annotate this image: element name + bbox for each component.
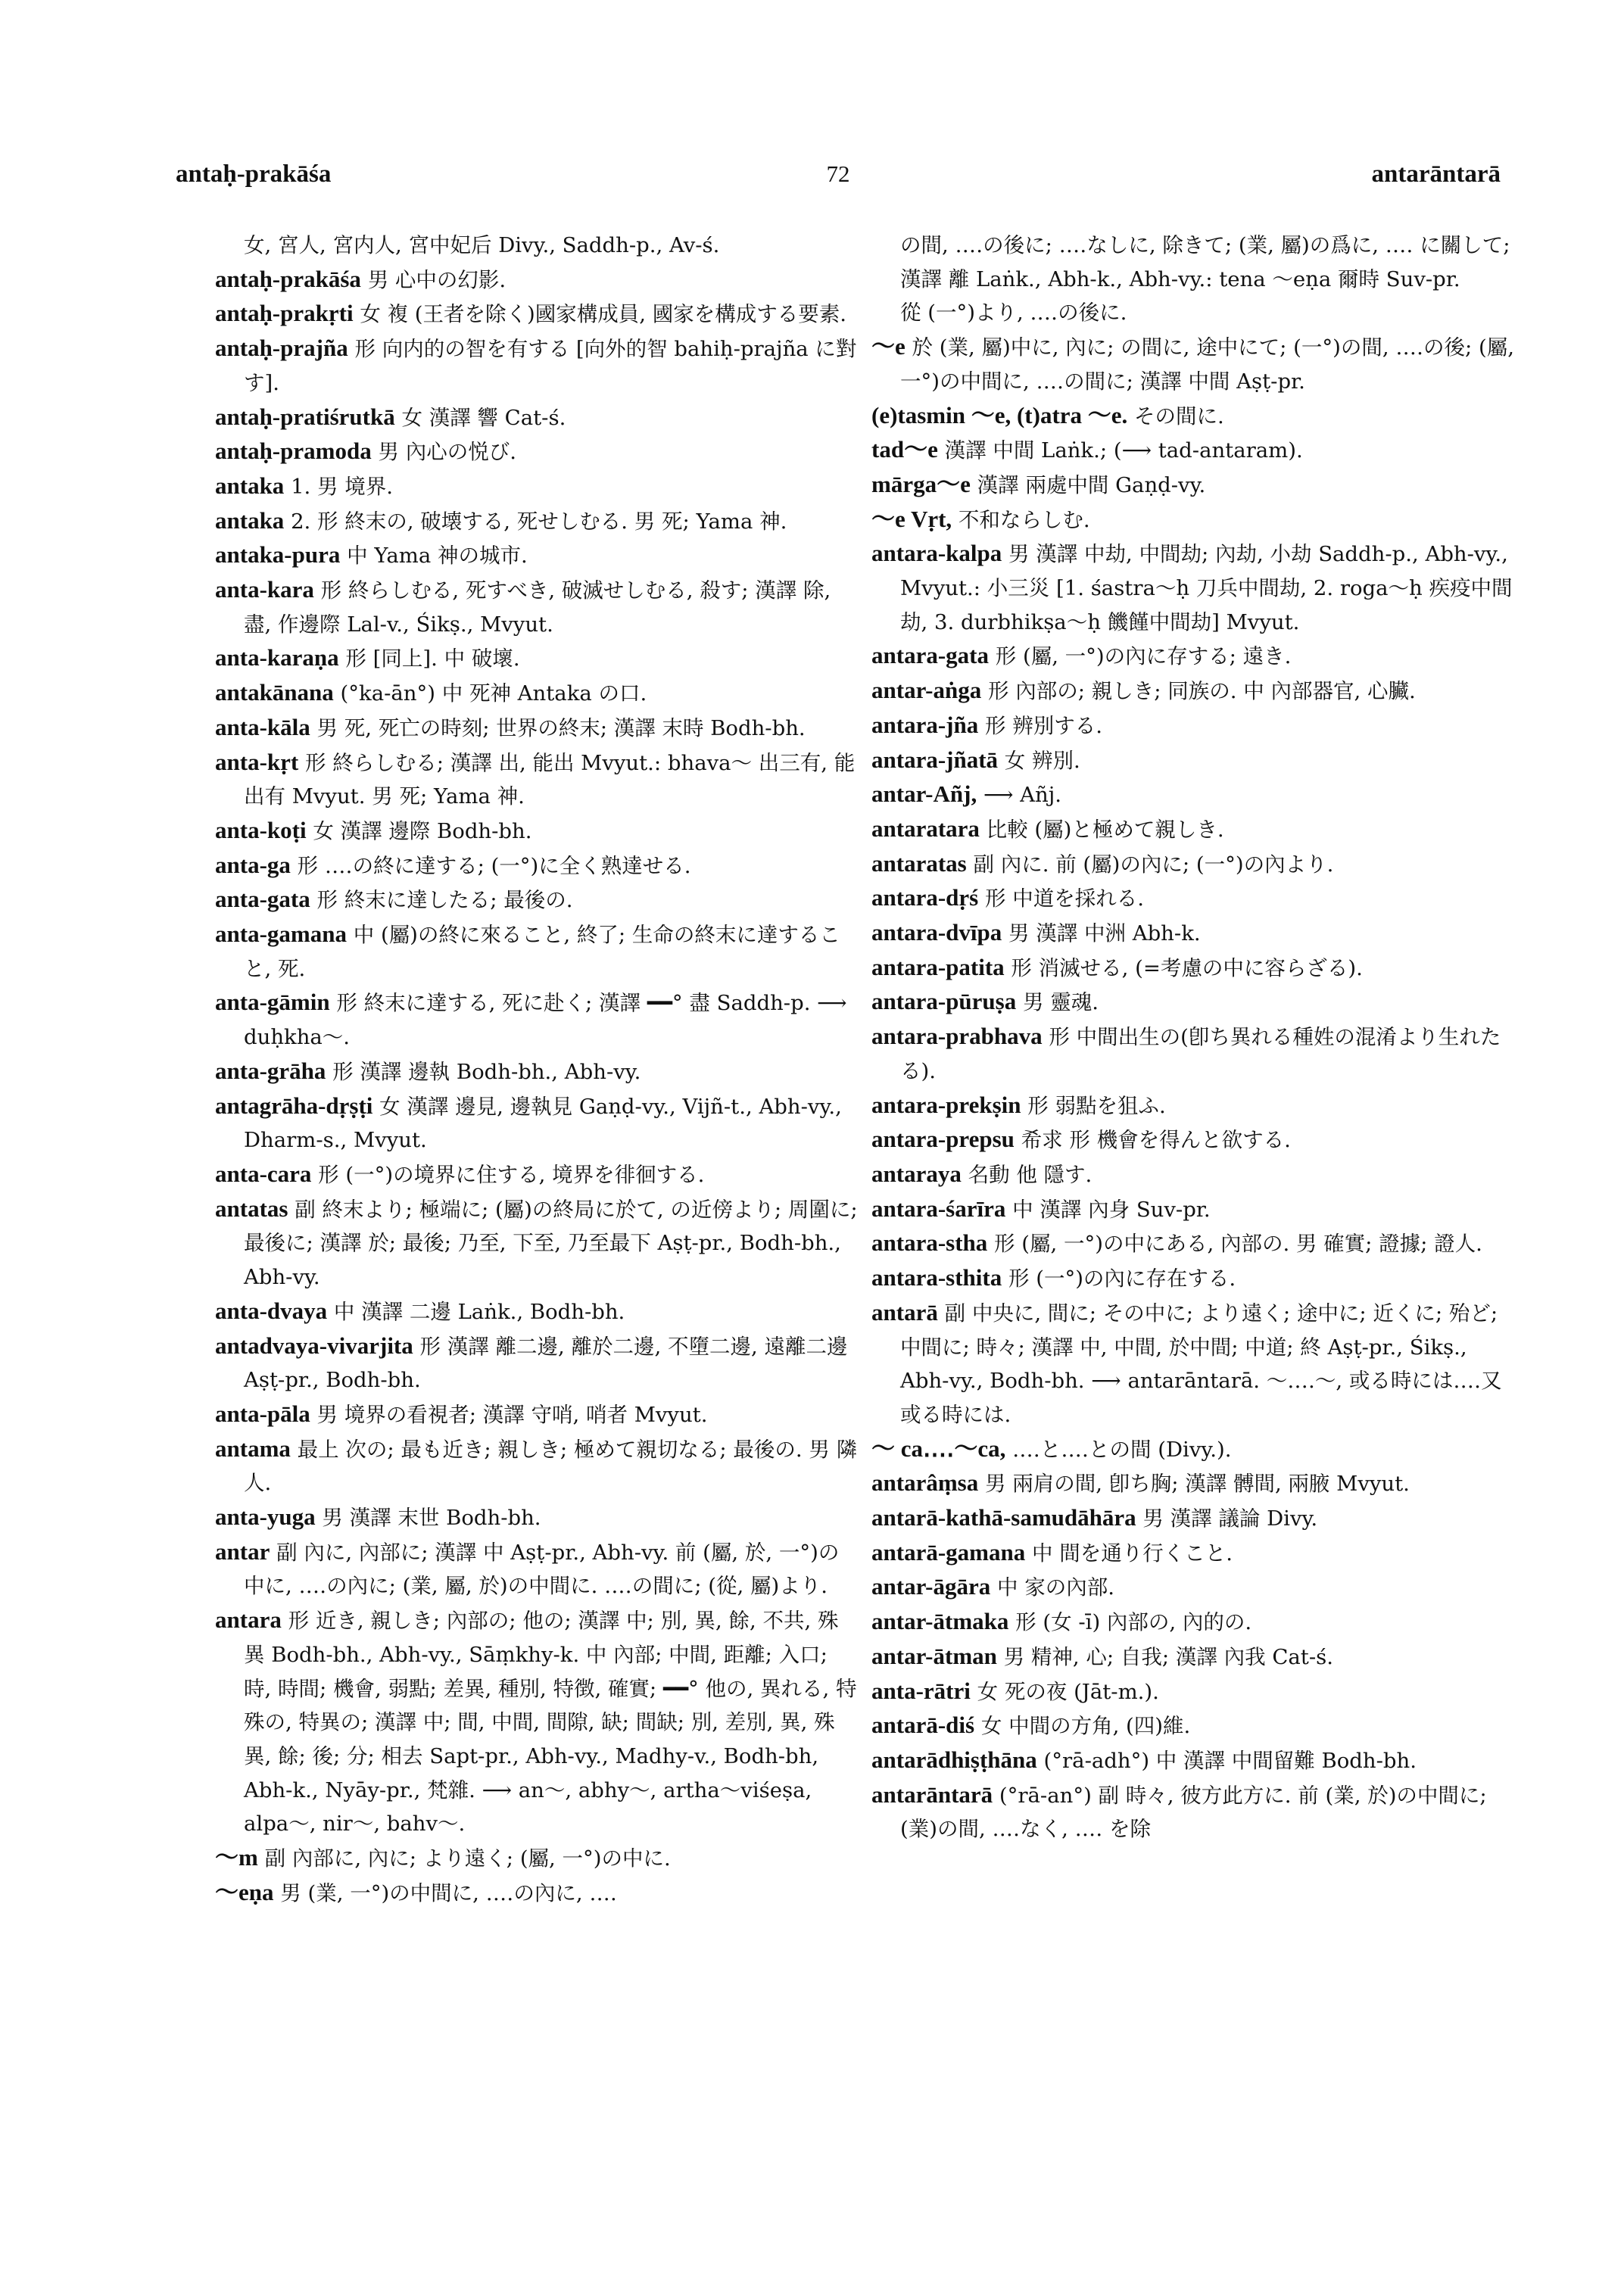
- entry-headword: anta-karaṇa: [215, 644, 339, 671]
- entry-definition: 形 (屬, 一°)の內に存する; 遠き.: [995, 644, 1292, 669]
- dictionary-entry: [215, 918, 859, 986]
- dictionary-entry: [871, 296, 1515, 330]
- dictionary-entry: [871, 1261, 1515, 1296]
- entry-headword: antar: [215, 1537, 270, 1565]
- entry-headword: 〜e Vṛt,: [871, 505, 952, 532]
- dictionary-entry: [215, 814, 859, 849]
- dictionary-entry: [215, 400, 859, 435]
- dictionary-entry: [871, 1709, 1515, 1743]
- dictionary-entry: [871, 1020, 1515, 1088]
- dictionary-entry: [871, 951, 1515, 986]
- entry-definition: 形 (屬, 一°)の中にある, 內部の. 男 確實; 證據; 證人.: [994, 1232, 1482, 1257]
- dictionary-entry: [215, 332, 859, 400]
- dictionary-entry: [215, 1603, 859, 1841]
- entry-definition: 形 中道を採れる.: [984, 886, 1144, 911]
- dictionary-entry: [871, 1226, 1515, 1261]
- entry-definition: 女 漢譯 響 Cat-ś.: [401, 405, 566, 430]
- dictionary-entry: [215, 1294, 859, 1329]
- entry-headword: antar-ātman: [871, 1642, 997, 1669]
- entry-definition: 名動 他 隱す.: [968, 1162, 1093, 1187]
- entry-definition: 女 漢譯 邊見, 邊執見 Gaṇḍ-vy., Vijñ-t., Abh-vy., Dharm-s., Mvyut.: [244, 1094, 842, 1153]
- entry-headword: antarā-gamana: [871, 1538, 1026, 1566]
- entry-headword: anta-cara: [215, 1160, 312, 1187]
- entry-headword: antaka-pura: [215, 541, 341, 569]
- entry-definition: 形 漢譯 邊執 Bodh-bh., Abh-vy.: [332, 1059, 641, 1084]
- entry-headword: antaratara: [871, 815, 980, 842]
- entry-definition: 男 死, 死亡の時刻; 世界の終末; 漢譯 末時 Bodh-bh.: [316, 715, 806, 740]
- dictionary-entry: [871, 777, 1515, 812]
- entry-headword: antara-pūruṣa: [871, 988, 1017, 1015]
- dictionary-entry: [215, 1841, 859, 1876]
- dictionary-entry: [871, 1501, 1515, 1536]
- entry-headword: anta-gamana: [215, 921, 347, 948]
- entry-definition: 男 境界の看視者; 漢譯 守哨, 哨者 Mvyut.: [316, 1402, 708, 1427]
- entry-headword: anta-pāla: [215, 1400, 310, 1427]
- dictionary-entry: [215, 297, 859, 332]
- entry-definition: 男 漢譯 中劫, 中間劫; 內劫, 小劫 Saddh-p., Abh-vy., Mvyut.: 小三災 [1. śastra〜ḥ 刀兵中間劫, 2. roga〜ḥ 疾疫中間劫, 3. durbhikṣa〜ḥ 饑饉中間劫] Mvyut.: [900, 542, 1513, 634]
- entry-headword: antagrāha-dṛṣṭi: [215, 1092, 373, 1119]
- entry-definition: 男 漢譯 中洲 Abh-k.: [1008, 921, 1201, 946]
- entry-definition: 1. 男 境界.: [291, 474, 394, 499]
- entry-headword: anta-rātri: [871, 1677, 971, 1704]
- dictionary-entry: [215, 641, 859, 676]
- entry-definition: 男 (業, 一°)の中間に, ‥‥の內に, ‥‥: [280, 1880, 618, 1905]
- entry-definition: 形 終らしむる, 死すべき, 破滅せしむる, 殺す; 漢譯 除, 盡, 作邊際 Lal-v., Śikṣ., Mvyut.: [244, 578, 831, 637]
- entry-definition: 男 漢譯 議論 Divy.: [1142, 1506, 1318, 1531]
- entry-headword: antara-patita: [871, 953, 1005, 980]
- entry-definition: 形 終末に達したる; 最後の.: [316, 888, 573, 913]
- dictionary-entry: [215, 986, 859, 1054]
- entry-headword: antara-prabhava: [871, 1023, 1043, 1050]
- entry-headword: anta-ga: [215, 851, 291, 878]
- entry-headword: antar-ātmaka: [871, 1608, 1009, 1635]
- entry-definition: 中 Yama 神の城市.: [347, 544, 528, 569]
- entry-definition: 形 (一°)の境界に住する, 境界を徘徊する.: [318, 1162, 705, 1187]
- entry-definition: 比較 (屬)と極めて親しき.: [986, 817, 1224, 842]
- entry-definition: 男 漢譯 末世 Bodh-bh.: [322, 1506, 541, 1531]
- entry-headword: 〜m: [215, 1844, 258, 1871]
- entry-headword: anta-gāmin: [215, 989, 330, 1016]
- dictionary-entry: [871, 503, 1515, 537]
- entry-definition: 形 (一°)の內に存在する.: [1008, 1266, 1236, 1291]
- entry-headword: antaraya: [871, 1160, 962, 1187]
- entry-headword: antarāntarā: [871, 1781, 993, 1808]
- dictionary-entry: [215, 1192, 859, 1294]
- entry-headword: antaratas: [871, 849, 967, 877]
- entry-headword: antaḥ-prajña: [215, 335, 348, 362]
- entry-headword: anta-yuga: [215, 1503, 316, 1531]
- entry-headword: antar-Añj,: [871, 780, 977, 808]
- entry-headword: antar-aṅga: [871, 677, 982, 704]
- entry-headword: antara-sthita: [871, 1264, 1002, 1291]
- entry-definition: 中 (屬)の終に來ること, 終了; 生命の終末に達すること, 死.: [244, 923, 840, 981]
- entry-definition: (°rā-adh°) 中 漢譯 中間留難 Bodh-bh.: [1043, 1748, 1417, 1773]
- dictionary-entry: [871, 743, 1515, 778]
- entry-headword: antara-prepsu: [871, 1126, 1015, 1153]
- entry-headword: mārga〜e: [871, 470, 971, 497]
- entry-definition: 女, 宮人, 宮内人, 宮中妃后 Divy., Saddh-p., Av-ś.: [244, 233, 720, 257]
- entry-headword: antara-prekṣin: [871, 1091, 1021, 1118]
- entry-definition: 中 漢譯 二邊 Laṅk., Bodh-bh.: [333, 1299, 625, 1324]
- dictionary-entry: [215, 849, 859, 883]
- entry-headword: antaḥ-prakāśa: [215, 265, 361, 292]
- entry-definition: 於 (業, 屬)中に, 內に; の間に, 途中にて; (一°)の間, ‥‥の後; (屬, 一°)の中間に, ‥‥の間に; 漢譯 中間 Aṣṭ-pr.: [900, 335, 1515, 394]
- dictionary-entry: [871, 881, 1515, 916]
- entry-definition: 從 (一°)より, ‥‥の後に.: [900, 301, 1127, 326]
- entry-definition: 女 辨別.: [1004, 748, 1080, 773]
- entry-headword: antarādhiṣṭhāna: [871, 1746, 1037, 1773]
- entry-headword: antara-gata: [871, 642, 989, 669]
- dictionary-entry: [871, 1089, 1515, 1123]
- entry-headword: antara-dṛś: [871, 884, 979, 911]
- dictionary-entry: [871, 674, 1515, 709]
- entry-definition: 不和ならしむ.: [958, 507, 1090, 532]
- entry-headword: antadvaya-vivarjita: [215, 1332, 413, 1359]
- dictionary-entry: [215, 1535, 859, 1603]
- left-column: [215, 229, 859, 1910]
- entry-headword: antatas: [215, 1195, 288, 1222]
- entry-definition: 希求 形 機會を得んと欲する.: [1021, 1128, 1291, 1153]
- entry-definition: 形 [同上]. 中 破壞.: [345, 646, 520, 671]
- entry-definition: 男 內心の悦び.: [378, 440, 516, 465]
- entry-definition: 形 弱點を狙ふ.: [1027, 1093, 1166, 1118]
- entry-definition: その間に.: [1134, 403, 1224, 428]
- entry-definition: (°rā-an°) 副 時々, 彼方此方に. 前 (業, 於)の中間に; (業)の間, ‥‥なく, ‥‥ を除: [900, 1783, 1487, 1842]
- entry-definition: 形 辨別する.: [984, 713, 1102, 738]
- entry-headword: 〜 ca‥‥〜ca,: [871, 1435, 1006, 1462]
- entry-definition: 副 內部に, 內に; より遠く; (屬, 一°)の中に.: [264, 1846, 671, 1871]
- entry-definition: 2. 形 終末の, 破壊する, 死せしむる. 男 死; Yama 神.: [291, 509, 787, 534]
- entry-headword: antakānana: [215, 679, 334, 706]
- dictionary-entry: [871, 1123, 1515, 1157]
- entry-headword: tad〜e: [871, 436, 938, 463]
- entry-definition: 中 漢譯 內身 Suv-pr.: [1012, 1197, 1211, 1222]
- dictionary-entry: [871, 229, 1515, 296]
- entry-headword: antaḥ-prakṛti: [215, 300, 354, 327]
- dictionary-entry: [215, 1500, 859, 1535]
- entry-headword: antarâṃsa: [871, 1469, 979, 1497]
- running-header: [176, 160, 1501, 198]
- entry-headword: antara: [215, 1606, 282, 1634]
- dictionary-entry: [871, 468, 1515, 503]
- entry-headword: antara-dvīpa: [871, 919, 1002, 946]
- entry-definition: 形 終らしむる; 漢譯 出, 能出 Mvyut.: bhava〜 出三有, 能出有 Mvyut. 男 死; Yama 神.: [244, 750, 856, 809]
- entry-headword: antaḥ-pratiśrutkā: [215, 403, 395, 430]
- entry-definition: 形 向内的の智を有する [向外的智 bahiḥ-prajña に對す].: [244, 337, 857, 395]
- dictionary-entry: [871, 1743, 1515, 1778]
- dictionary-entry: [871, 1157, 1515, 1192]
- right-column: [871, 229, 1515, 1846]
- entry-headword: antarā-diś: [871, 1712, 975, 1739]
- entry-headword: antama: [215, 1435, 291, 1462]
- dictionary-entry: [871, 709, 1515, 743]
- dictionary-entry: [871, 399, 1515, 434]
- entry-definition: 最上 次の; 最も近き; 親しき; 極めて親切なる; 最後の. 男 隣人.: [244, 1437, 858, 1496]
- entry-definition: 形 近き, 親しき; 內部の; 他の; 漢譯 中; 別, 異, 餘, 不共, 殊異 Bodh-bh., Abh-vy., Sāṃkhy-k. 中 內部; 中間, 距離; 入口; 時, 時間; 機會, 弱點; 差異, 種別, 特徴, 確實; ━━° 他の, 異れる, 特殊の, 特異の; 漢譯 中; 間, 中間, 間隙, 缺; 間缺; 別, 差別, 異, 殊異, 餘; 後; 分; 相去 Sapt-pr., Abh-vy., Madhy-v., Bodh-bh, Abh-k., Nyāy-pr., 梵雜. ⟶ an〜, abhy〜, artha〜viśeṣa, alpa〜, nir〜, bahv〜.: [244, 1609, 857, 1837]
- dictionary-entry: [215, 263, 859, 298]
- entry-headword: anta-gata: [215, 886, 310, 913]
- dictionary-entry: [871, 1432, 1515, 1467]
- dictionary-entry: [871, 330, 1515, 398]
- dictionary-entry: [215, 676, 859, 711]
- dictionary-entry: [871, 847, 1515, 882]
- entry-headword: antar-āgāra: [871, 1573, 991, 1600]
- dictionary-entry: [215, 1157, 859, 1192]
- dictionary-entry: [871, 537, 1515, 639]
- entry-headword: 〜e: [871, 333, 906, 360]
- entry-headword: antaka: [215, 472, 285, 499]
- dictionary-entry: [215, 435, 859, 469]
- entry-headword: antaka: [215, 506, 285, 534]
- entry-headword: anta-grāha: [215, 1057, 326, 1084]
- entry-definition: 副 終末より; 極端に; (屬)の終局に於て, の近傍より; 周圍に; 最後に; 漢譯 於; 最後; 乃至, 下至, 乃至最下 Aṣṭ-pr., Bodh-bh., Abh-vy.: [244, 1197, 858, 1290]
- entry-definition: 女 複 (王者を除く)國家構成員, 國家を構成する要素.: [360, 302, 846, 327]
- right-running-headword: antarāntarā: [1371, 160, 1501, 188]
- dictionary-entry: [871, 1296, 1515, 1432]
- dictionary-entry: [215, 229, 859, 263]
- entry-headword: 〜eṇa: [215, 1878, 274, 1905]
- entry-headword: antara-jñatā: [871, 746, 999, 773]
- entry-definition: 男 精神, 心; 自我; 漢譯 內我 Cat-ś.: [1003, 1644, 1333, 1669]
- entry-definition: 形 漢譯 離二邊, 離於二邊, 不墮二邊, 遠離二邊 Aṣṭ-pr., Bodh-bh.: [244, 1334, 848, 1393]
- entry-headword: anta-kāla: [215, 713, 310, 740]
- dictionary-entry: [871, 1192, 1515, 1227]
- dictionary-entry: [215, 504, 859, 539]
- entry-definition: ⟶ Añj.: [983, 783, 1061, 808]
- dictionary-entry: [871, 639, 1515, 674]
- dictionary-entry: [215, 711, 859, 746]
- entry-definition: 女 中間の方角, (四)維.: [980, 1714, 1191, 1739]
- entry-definition: 女 死の夜 (Jāt-m.).: [977, 1679, 1159, 1704]
- dictionary-entry: [215, 1432, 859, 1500]
- entry-definition: (°ka-ān°) 中 死神 Antaka の口.: [340, 681, 647, 706]
- entry-headword: antarā: [871, 1298, 938, 1326]
- entry-definition: 副 中央に, 間に; その中に; より遠く; 途中に; 近くに; 殆ど; 中間に; 時々; 漢譯 中, 中間, 於中間; 中道; 終 Aṣṭ-pr., Śikṣ., Abh-vy., Bodh-bh. ⟶ antarāntarā. 〜‥‥〜, 或る時には‥‥又或る時には.: [900, 1301, 1502, 1427]
- entry-definition: 形 中間出生の(卽ち異れる種姓の混淆より生れたる).: [900, 1025, 1501, 1083]
- dictionary-entry: [871, 1605, 1515, 1640]
- dictionary-entry: [871, 433, 1515, 468]
- dictionary-entry: [871, 812, 1515, 847]
- dictionary-entry: [215, 746, 859, 814]
- dictionary-entry: [871, 916, 1515, 951]
- entry-headword: antarā-kathā-samudāhāra: [871, 1504, 1136, 1531]
- entry-headword: antaḥ-pramoda: [215, 438, 372, 465]
- dictionary-entry: [215, 883, 859, 918]
- entry-definition: 男 兩肩の間, 卽ち胸; 漢譯 髆間, 兩腋 Mvyut.: [984, 1472, 1410, 1497]
- dictionary-entry: [215, 573, 859, 641]
- dictionary-entry: [215, 1329, 859, 1397]
- entry-definition: 形 消滅せる, (=考慮の中に容らざる).: [1011, 955, 1363, 980]
- dictionary-entry: [871, 1675, 1515, 1709]
- entry-headword: anta-kṛt: [215, 748, 299, 775]
- entry-headword: anta-koṭi: [215, 816, 307, 843]
- entry-headword: anta-kara: [215, 576, 314, 603]
- dictionary-entry: [871, 1778, 1515, 1846]
- dictionary-entry: [871, 1466, 1515, 1501]
- entry-definition: 漢譯 兩處中間 Gaṇḍ-vy.: [977, 472, 1206, 497]
- dictionary-entry: [215, 1089, 859, 1157]
- entry-definition: 形 內部の; 親しき; 同族の. 中 內部器官, 心臟.: [988, 679, 1416, 704]
- entry-definition: 形 終末に達する, 死に赴く; 漢譯 ━━° 盡 Saddh-p. ⟶ duḥkha〜.: [244, 991, 847, 1050]
- dictionary-entry: [215, 1055, 859, 1089]
- entry-definition: 男 靈魂.: [1022, 990, 1099, 1015]
- left-running-headword: antaḥ-prakāśa: [176, 160, 332, 188]
- entry-definition: 副 內に. 前 (屬)の內に; (一°)の內より.: [973, 852, 1334, 877]
- entry-headword: antara-stha: [871, 1229, 988, 1257]
- entry-headword: antara-jña: [871, 711, 979, 738]
- dictionary-entry: [215, 1397, 859, 1432]
- entry-definition: 男 心中の幻影.: [367, 267, 507, 292]
- dictionary-entry: [215, 469, 859, 504]
- page-number: 72: [826, 160, 850, 187]
- dictionary-entry: [871, 1570, 1515, 1605]
- entry-definition: 中 家の內部.: [997, 1575, 1114, 1600]
- entry-headword: antara-kalpa: [871, 540, 1002, 567]
- entry-definition: 形 ‥‥の終に達する; (一°)に全く熟達せる.: [297, 853, 691, 878]
- entry-definition: の間, ‥‥の後に; ‥‥なしに, 除きて; (業, 屬)の爲に, ‥‥ に關して; 漢譯 離 Laṅk., Abh-k., Abh-vy.: tena 〜eṇa 爾時 Suv-pr.: [900, 233, 1510, 291]
- dictionary-entry: [871, 985, 1515, 1020]
- dictionary-entry: [215, 538, 859, 573]
- entry-definition: 形 (女 -ī) 內部の, 內的の.: [1015, 1610, 1252, 1635]
- entry-definition: 中 間を通り行くこと.: [1031, 1541, 1233, 1566]
- entry-definition: 漢譯 中間 Laṅk.; (⟶ tad-antaram).: [944, 438, 1303, 463]
- dictionary-entry: [871, 1640, 1515, 1675]
- entry-headword: anta-dvaya: [215, 1297, 328, 1324]
- entry-headword: antara-śarīra: [871, 1195, 1006, 1222]
- entry-definition: 副 內に, 內部に; 漢譯 中 Aṣṭ-pr., Abh-vy. 前 (屬, 於, 一°)の中に, ‥‥の內に; (業, 屬, 於)の中間に. ‥‥の間に; (從, 屬)より.: [244, 1540, 840, 1599]
- dictionary-entry: [215, 1876, 859, 1911]
- entry-headword: (e)tasmin 〜e, (t)atra 〜e.: [871, 401, 1128, 428]
- entry-definition: 女 漢譯 邊際 Bodh-bh.: [313, 818, 532, 843]
- dictionary-entry: [871, 1536, 1515, 1571]
- entry-definition: ‥‥と‥‥との間 (Divy.).: [1012, 1437, 1232, 1462]
